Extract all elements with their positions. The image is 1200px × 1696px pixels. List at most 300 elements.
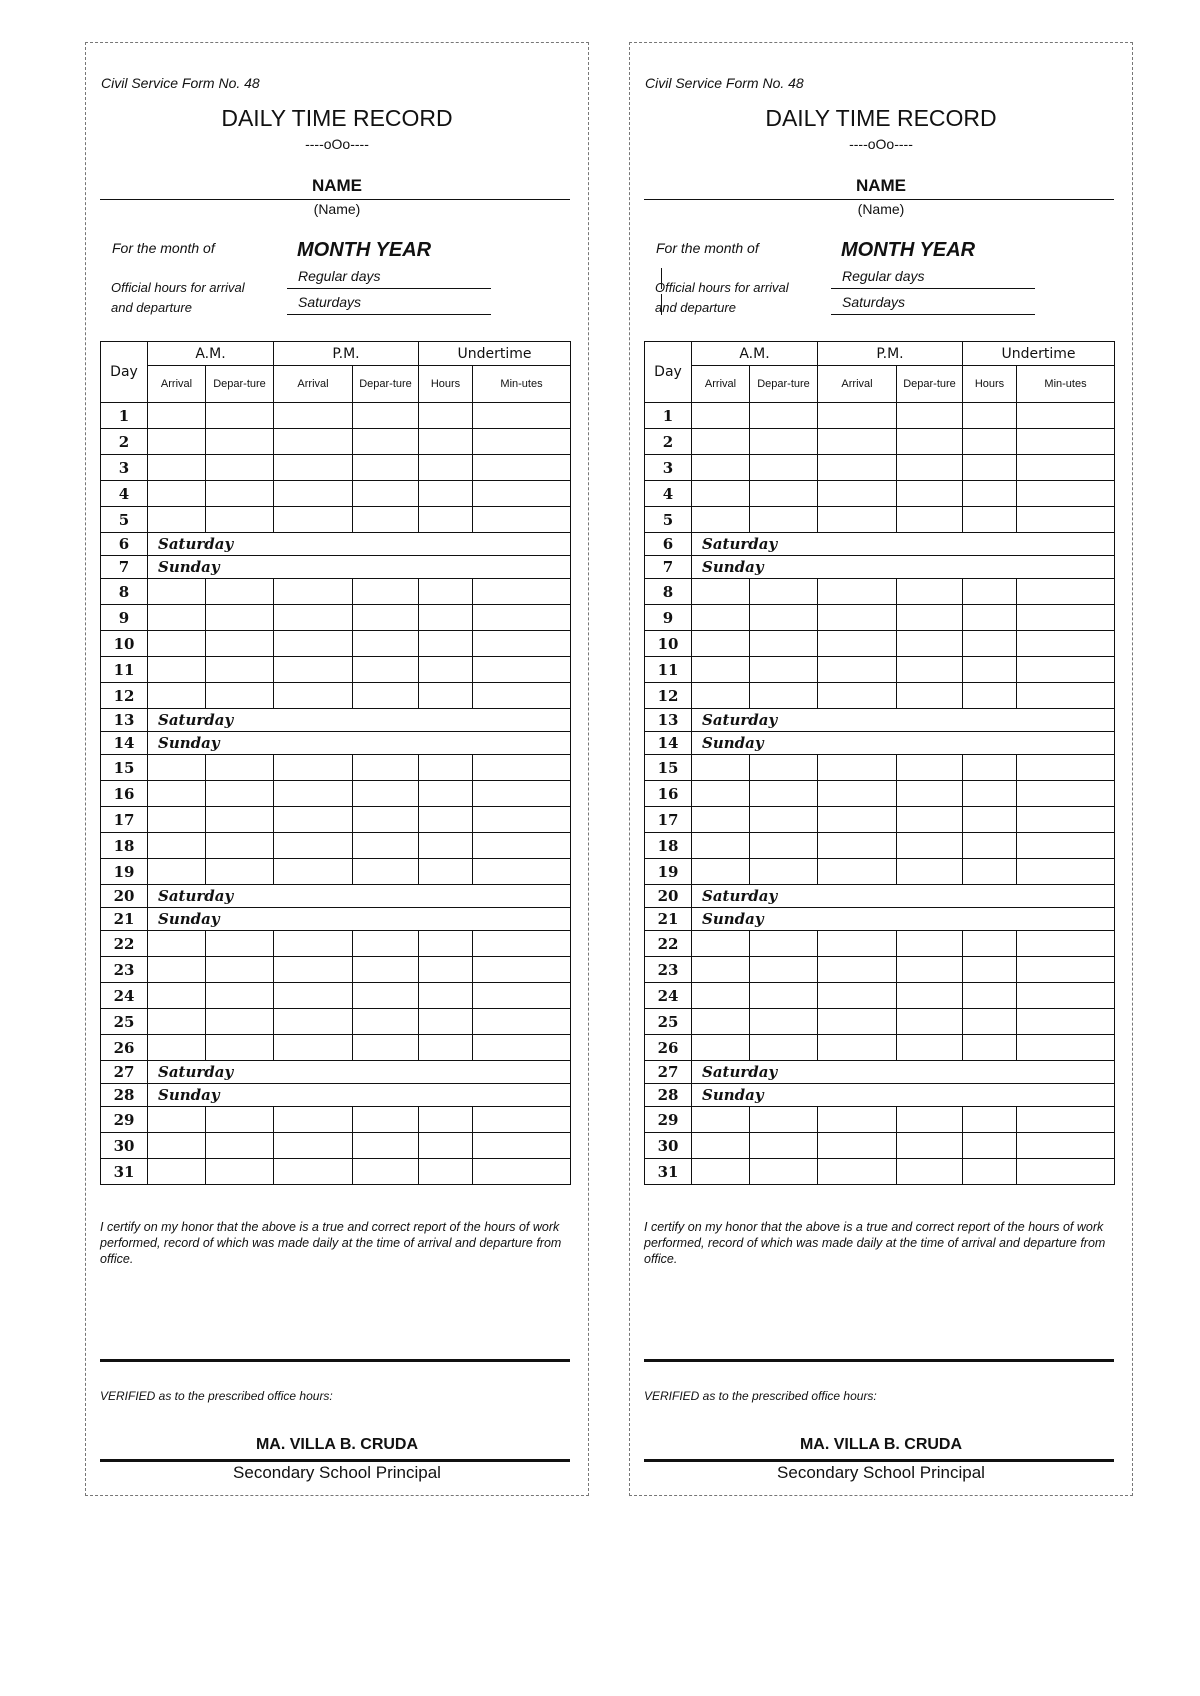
am-departure-cell[interactable] (206, 657, 274, 683)
undertime-minutes-cell[interactable] (1017, 957, 1115, 983)
pm-departure-cell[interactable] (353, 429, 419, 455)
undertime-hours-cell[interactable] (963, 781, 1017, 807)
pm-departure-cell[interactable] (353, 605, 419, 631)
pm-arrival-cell[interactable] (818, 1159, 897, 1185)
undertime-hours-cell[interactable] (419, 807, 473, 833)
am-arrival-cell[interactable] (148, 1035, 206, 1061)
pm-arrival-cell[interactable] (818, 1107, 897, 1133)
undertime-hours-cell[interactable] (419, 931, 473, 957)
table-row (645, 1133, 1115, 1159)
pm-arrival-cell[interactable] (274, 507, 353, 533)
pm-arrival-cell[interactable] (274, 657, 353, 683)
pm-departure-cell[interactable] (897, 1009, 963, 1035)
pm-departure-cell[interactable] (897, 579, 963, 605)
undertime-minutes-cell[interactable] (473, 1009, 571, 1035)
am-departure-cell[interactable] (206, 781, 274, 807)
am-arrival-cell[interactable] (692, 683, 750, 709)
am-arrival-cell[interactable] (692, 859, 750, 885)
pm-arrival-cell[interactable] (818, 781, 897, 807)
pm-departure-cell[interactable] (353, 1107, 419, 1133)
undertime-hours-cell[interactable] (963, 507, 1017, 533)
am-arrival-cell[interactable] (692, 429, 750, 455)
undertime-minutes-cell[interactable] (1017, 833, 1115, 859)
am-departure-cell[interactable] (206, 455, 274, 481)
pm-arrival-cell[interactable] (274, 931, 353, 957)
am-arrival-cell[interactable] (148, 481, 206, 507)
am-departure-cell[interactable] (750, 403, 818, 429)
pm-arrival-cell[interactable] (818, 1009, 897, 1035)
undertime-hours-cell[interactable] (963, 1009, 1017, 1035)
am-departure-cell[interactable] (206, 429, 274, 455)
am-arrival-cell[interactable] (148, 455, 206, 481)
am-departure-cell[interactable] (206, 957, 274, 983)
undertime-minutes-cell[interactable] (473, 579, 571, 605)
undertime-minutes-cell[interactable] (1017, 631, 1115, 657)
am-departure-cell[interactable] (750, 683, 818, 709)
undertime-hours-cell[interactable] (419, 781, 473, 807)
undertime-minutes-cell[interactable] (1017, 683, 1115, 709)
undertime-hours-cell[interactable] (419, 755, 473, 781)
undertime-minutes-cell[interactable] (1017, 1107, 1115, 1133)
pm-arrival-cell[interactable] (818, 429, 897, 455)
am-departure-cell[interactable] (750, 579, 818, 605)
am-arrival-cell[interactable] (148, 657, 206, 683)
am-departure-cell[interactable] (206, 683, 274, 709)
am-departure-cell[interactable] (750, 605, 818, 631)
pm-departure-cell[interactable] (897, 605, 963, 631)
pm-arrival-cell[interactable] (274, 429, 353, 455)
undertime-minutes-cell[interactable] (473, 807, 571, 833)
undertime-minutes-cell[interactable] (473, 507, 571, 533)
undertime-minutes-cell[interactable] (1017, 429, 1115, 455)
pm-arrival-cell[interactable] (274, 833, 353, 859)
undertime-minutes-cell[interactable] (473, 957, 571, 983)
am-departure-cell[interactable] (206, 403, 274, 429)
pm-departure-cell[interactable] (897, 429, 963, 455)
am-arrival-cell[interactable] (692, 1107, 750, 1133)
undertime-hours-cell[interactable] (963, 579, 1017, 605)
am-arrival-cell[interactable] (692, 983, 750, 1009)
am-arrival-cell[interactable] (692, 481, 750, 507)
undertime-hours-cell[interactable] (419, 1009, 473, 1035)
am-departure-cell[interactable] (750, 481, 818, 507)
undertime-hours-cell[interactable] (419, 957, 473, 983)
undertime-hours-cell[interactable] (419, 455, 473, 481)
undertime-hours-cell[interactable] (419, 1159, 473, 1185)
name-underline (644, 199, 1114, 200)
undertime-minutes-cell[interactable] (1017, 657, 1115, 683)
am-arrival-cell[interactable] (148, 755, 206, 781)
am-header: A.M. (692, 342, 818, 366)
am-arrival-cell[interactable] (148, 1107, 206, 1133)
undertime-minutes-cell[interactable] (1017, 755, 1115, 781)
pm-departure-cell[interactable] (353, 957, 419, 983)
am-departure-cell[interactable] (750, 631, 818, 657)
undertime-hours-cell[interactable] (419, 481, 473, 507)
undertime-hours-cell[interactable] (963, 807, 1017, 833)
pm-departure-cell[interactable] (353, 1133, 419, 1159)
undertime-minutes-cell[interactable] (1017, 481, 1115, 507)
am-arrival-cell[interactable] (148, 1133, 206, 1159)
pm-arrival-cell[interactable] (274, 859, 353, 885)
pm-departure-cell[interactable] (897, 683, 963, 709)
am-arrival-cell[interactable] (148, 1009, 206, 1035)
undertime-hours-cell[interactable] (419, 833, 473, 859)
undertime-header: Undertime (963, 342, 1115, 366)
am-arrival-cell[interactable] (692, 579, 750, 605)
pm-departure-cell[interactable] (353, 807, 419, 833)
am-departure-cell[interactable] (750, 755, 818, 781)
am-arrival-cell[interactable] (692, 931, 750, 957)
undertime-minutes-cell[interactable] (473, 683, 571, 709)
undertime-minutes-cell[interactable] (473, 631, 571, 657)
undertime-minutes-cell[interactable] (473, 781, 571, 807)
pm-arrival-cell[interactable] (818, 833, 897, 859)
pm-arrival-cell[interactable] (818, 1035, 897, 1061)
pm-arrival-cell[interactable] (818, 755, 897, 781)
pm-arrival-cell[interactable] (818, 403, 897, 429)
undertime-hours-cell[interactable] (963, 931, 1017, 957)
pm-departure-cell[interactable] (353, 657, 419, 683)
undertime-hours-cell[interactable] (963, 657, 1017, 683)
pm-arrival-cell[interactable] (274, 983, 353, 1009)
pm-arrival-cell[interactable] (818, 631, 897, 657)
undertime-hours-cell[interactable] (419, 507, 473, 533)
pm-arrival-cell[interactable] (818, 957, 897, 983)
pm-departure-cell[interactable] (897, 983, 963, 1009)
undertime-minutes-cell[interactable] (473, 657, 571, 683)
am-departure-cell[interactable] (750, 1133, 818, 1159)
pm-departure-cell[interactable] (897, 455, 963, 481)
undertime-hours-cell[interactable] (419, 683, 473, 709)
undertime-hours-cell[interactable] (963, 1107, 1017, 1133)
pm-departure-cell[interactable] (897, 755, 963, 781)
day-number: 8 (645, 579, 692, 605)
am-departure-cell[interactable] (206, 1107, 274, 1133)
pm-arrival-cell[interactable] (818, 579, 897, 605)
am-departure-cell[interactable] (750, 1035, 818, 1061)
undertime-minutes-cell[interactable] (1017, 983, 1115, 1009)
pm-departure-cell[interactable] (353, 579, 419, 605)
pm-departure-cell[interactable] (353, 1159, 419, 1185)
am-departure-cell[interactable] (206, 859, 274, 885)
weekend-label: Saturday (148, 1061, 571, 1084)
am-arrival-cell[interactable] (148, 1159, 206, 1185)
undertime-minutes-cell[interactable] (473, 983, 571, 1009)
pm-departure-cell[interactable] (897, 1107, 963, 1133)
am-arrival-cell[interactable] (692, 1133, 750, 1159)
am-arrival-cell[interactable] (148, 807, 206, 833)
undertime-hours-cell[interactable] (963, 605, 1017, 631)
am-arrival-cell[interactable] (692, 605, 750, 631)
am-arrival-cell[interactable] (148, 957, 206, 983)
day-number: 7 (101, 556, 148, 579)
day-header: Day (645, 342, 692, 403)
pm-arrival-cell[interactable] (274, 1133, 353, 1159)
pm-arrival-cell[interactable] (818, 683, 897, 709)
pm-arrival-cell[interactable] (274, 1009, 353, 1035)
day-number: 3 (101, 455, 148, 481)
day-number: 10 (645, 631, 692, 657)
am-arrival-cell[interactable] (148, 931, 206, 957)
am-departure-cell[interactable] (750, 507, 818, 533)
am-arrival-cell[interactable] (148, 429, 206, 455)
pm-arrival-cell[interactable] (274, 957, 353, 983)
undertime-minutes-cell[interactable] (473, 755, 571, 781)
pm-departure-cell[interactable] (353, 403, 419, 429)
undertime-hours-cell[interactable] (963, 859, 1017, 885)
am-departure-cell[interactable] (750, 455, 818, 481)
am-departure-cell[interactable] (206, 983, 274, 1009)
undertime-minutes-cell[interactable] (473, 1035, 571, 1061)
am-arrival-cell[interactable] (692, 403, 750, 429)
am-arrival-cell[interactable] (148, 983, 206, 1009)
pm-departure-cell[interactable] (897, 1035, 963, 1061)
pm-arrival-cell[interactable] (818, 807, 897, 833)
am-arrival-cell[interactable] (692, 1035, 750, 1061)
pm-arrival-cell[interactable] (274, 1035, 353, 1061)
pm-arrival-cell[interactable] (818, 931, 897, 957)
day-number: 21 (101, 908, 148, 931)
pm-departure-cell[interactable] (897, 403, 963, 429)
pm-arrival-cell[interactable] (818, 507, 897, 533)
undertime-hours-cell[interactable] (419, 1133, 473, 1159)
am-departure-cell[interactable] (750, 833, 818, 859)
pm-departure-cell[interactable] (897, 1133, 963, 1159)
undertime-minutes-cell[interactable] (1017, 1133, 1115, 1159)
undertime-minutes-cell[interactable] (473, 455, 571, 481)
pm-arrival-cell[interactable] (818, 983, 897, 1009)
am-arrival-cell[interactable] (148, 833, 206, 859)
undertime-hours-cell[interactable] (419, 983, 473, 1009)
undertime-hours-cell[interactable] (963, 833, 1017, 859)
undertime-hours-cell[interactable] (963, 683, 1017, 709)
am-departure-cell[interactable] (206, 1009, 274, 1035)
undertime-hours-cell[interactable] (963, 429, 1017, 455)
undertime-hours-cell[interactable] (419, 657, 473, 683)
undertime-minutes-cell[interactable] (1017, 605, 1115, 631)
am-arrival-cell[interactable] (148, 507, 206, 533)
undertime-hours-cell[interactable] (963, 983, 1017, 1009)
am-arrival-cell[interactable] (148, 403, 206, 429)
am-arrival-cell[interactable] (148, 605, 206, 631)
pm-arrival-cell[interactable] (274, 403, 353, 429)
am-departure-cell[interactable] (750, 957, 818, 983)
pm-departure-cell[interactable] (353, 833, 419, 859)
pm-arrival-cell[interactable] (274, 1159, 353, 1185)
am-departure-cell[interactable] (206, 931, 274, 957)
undertime-minutes-cell[interactable] (473, 859, 571, 885)
day-number: 1 (645, 403, 692, 429)
undertime-hours-cell[interactable] (963, 403, 1017, 429)
am-departure-cell[interactable] (750, 931, 818, 957)
pm-departure-cell[interactable] (897, 931, 963, 957)
undertime-minutes-cell[interactable] (473, 1133, 571, 1159)
pm-arrival-cell[interactable] (818, 605, 897, 631)
undertime-minutes-cell[interactable] (473, 1107, 571, 1133)
undertime-hours-cell[interactable] (419, 605, 473, 631)
undertime-hours-cell[interactable] (419, 859, 473, 885)
pm-arrival-cell[interactable] (274, 455, 353, 481)
pm-arrival-cell[interactable] (274, 481, 353, 507)
pm-departure-cell[interactable] (353, 455, 419, 481)
am-departure-cell[interactable] (206, 605, 274, 631)
undertime-minutes-cell[interactable] (1017, 859, 1115, 885)
undertime-minutes-cell[interactable] (473, 481, 571, 507)
undertime-hours-cell[interactable] (419, 1035, 473, 1061)
pm-departure-cell[interactable] (897, 833, 963, 859)
pm-arrival-cell[interactable] (274, 755, 353, 781)
undertime-minutes-cell[interactable] (473, 931, 571, 957)
weekend-row (645, 709, 1115, 732)
table-row (645, 1009, 1115, 1035)
pm-arrival-cell[interactable] (274, 579, 353, 605)
undertime-minutes-cell[interactable] (473, 403, 571, 429)
pm-departure-cell[interactable] (353, 859, 419, 885)
am-departure-cell[interactable] (750, 859, 818, 885)
pm-arrival-cell[interactable] (818, 859, 897, 885)
pm-departure-cell[interactable] (353, 1035, 419, 1061)
pm-arrival-cell[interactable] (274, 1107, 353, 1133)
am-arrival-cell[interactable] (692, 1159, 750, 1185)
am-departure-cell[interactable] (750, 657, 818, 683)
undertime-hours-cell[interactable] (963, 957, 1017, 983)
undertime-hours-cell[interactable] (963, 631, 1017, 657)
am-departure-cell[interactable] (206, 1133, 274, 1159)
undertime-minutes-cell[interactable] (1017, 1035, 1115, 1061)
weekend-row (645, 533, 1115, 556)
table-row (101, 1009, 571, 1035)
am-departure-cell[interactable] (750, 1107, 818, 1133)
undertime-minutes-cell[interactable] (1017, 931, 1115, 957)
weekend-label: Sunday (692, 732, 1115, 755)
undertime-minutes-cell[interactable] (473, 833, 571, 859)
pm-departure-cell[interactable] (897, 781, 963, 807)
am-departure-cell[interactable] (206, 755, 274, 781)
name-underline (100, 199, 570, 200)
pm-departure-cell[interactable] (353, 683, 419, 709)
undertime-hours-cell[interactable] (963, 1159, 1017, 1185)
am-arrival-cell[interactable] (692, 755, 750, 781)
pm-departure-cell[interactable] (897, 859, 963, 885)
pm-arrival-cell[interactable] (274, 807, 353, 833)
am-departure-cell[interactable] (750, 983, 818, 1009)
pm-departure-cell[interactable] (897, 631, 963, 657)
am-departure-cell[interactable] (206, 807, 274, 833)
am-arrival-cell[interactable] (692, 507, 750, 533)
am-departure-cell[interactable] (206, 481, 274, 507)
pm-arrival-cell[interactable] (818, 1133, 897, 1159)
undertime-hours-cell[interactable] (419, 579, 473, 605)
undertime-minutes-cell[interactable] (1017, 579, 1115, 605)
undertime-minutes-cell[interactable] (1017, 507, 1115, 533)
undertime-minutes-cell[interactable] (473, 1159, 571, 1185)
am-arrival-cell[interactable] (148, 683, 206, 709)
undertime-minutes-cell[interactable] (1017, 1009, 1115, 1035)
pm-arrival-cell[interactable] (274, 631, 353, 657)
undertime-minutes-cell[interactable] (1017, 781, 1115, 807)
pm-arrival-cell[interactable] (818, 657, 897, 683)
am-arrival-cell[interactable] (148, 631, 206, 657)
undertime-minutes-cell[interactable] (473, 429, 571, 455)
pm-departure-cell[interactable] (897, 507, 963, 533)
day-number: 9 (645, 605, 692, 631)
undertime-hours-cell[interactable] (419, 403, 473, 429)
undertime-hours-cell[interactable] (963, 755, 1017, 781)
table-row (101, 455, 571, 481)
pm-departure-cell[interactable] (353, 755, 419, 781)
am-arrival-cell[interactable] (148, 579, 206, 605)
undertime-hours-cell[interactable] (419, 429, 473, 455)
pm-departure-cell[interactable] (353, 631, 419, 657)
am-arrival-cell[interactable] (692, 833, 750, 859)
am-departure-cell[interactable] (750, 429, 818, 455)
am-departure-cell[interactable] (750, 781, 818, 807)
am-arrival-cell[interactable] (692, 957, 750, 983)
am-departure-cell[interactable] (750, 1009, 818, 1035)
pm-departure-cell[interactable] (353, 983, 419, 1009)
pm-departure-cell[interactable] (353, 781, 419, 807)
pm-departure-cell[interactable] (897, 1159, 963, 1185)
undertime-minutes-cell[interactable] (473, 605, 571, 631)
am-departure-cell[interactable] (206, 833, 274, 859)
am-departure-cell[interactable] (206, 1035, 274, 1061)
undertime-hours-cell[interactable] (963, 1035, 1017, 1061)
am-arrival-cell[interactable] (692, 781, 750, 807)
pm-arrival-cell[interactable] (274, 683, 353, 709)
pm-arrival-cell[interactable] (818, 455, 897, 481)
pm-departure-cell[interactable] (897, 657, 963, 683)
undertime-minutes-cell[interactable] (1017, 807, 1115, 833)
am-arrival-cell[interactable] (148, 859, 206, 885)
pm-departure-cell[interactable] (353, 931, 419, 957)
pm-departure-cell[interactable] (897, 957, 963, 983)
undertime-hours-cell[interactable] (963, 481, 1017, 507)
pm-departure-cell[interactable] (897, 807, 963, 833)
table-row (101, 579, 571, 605)
am-arrival-cell[interactable] (692, 807, 750, 833)
am-departure-cell[interactable] (206, 579, 274, 605)
pm-departure-cell[interactable] (897, 481, 963, 507)
am-departure-cell[interactable] (206, 507, 274, 533)
pm-departure-cell[interactable] (353, 1009, 419, 1035)
undertime-minutes-cell[interactable] (1017, 1159, 1115, 1185)
am-arrival-cell[interactable] (692, 657, 750, 683)
undertime-minutes-cell[interactable] (1017, 455, 1115, 481)
am-arrival-cell[interactable] (692, 1009, 750, 1035)
undertime-hours-cell[interactable] (419, 631, 473, 657)
am-departure-cell[interactable] (206, 631, 274, 657)
am-arrival-header: Arrival (692, 366, 750, 403)
am-departure-cell[interactable] (750, 1159, 818, 1185)
am-departure-cell[interactable] (206, 1159, 274, 1185)
undertime-hours-cell[interactable] (419, 1107, 473, 1133)
pm-departure-cell[interactable] (353, 481, 419, 507)
undertime-hours-cell[interactable] (963, 455, 1017, 481)
pm-arrival-cell[interactable] (274, 781, 353, 807)
am-arrival-cell[interactable] (148, 781, 206, 807)
pm-arrival-cell[interactable] (818, 481, 897, 507)
am-departure-cell[interactable] (750, 807, 818, 833)
table-row (101, 507, 571, 533)
am-arrival-cell[interactable] (692, 455, 750, 481)
am-arrival-cell[interactable] (692, 631, 750, 657)
pm-departure-cell[interactable] (353, 507, 419, 533)
pm-arrival-cell[interactable] (274, 605, 353, 631)
undertime-hours-cell[interactable] (963, 1133, 1017, 1159)
undertime-minutes-cell[interactable] (1017, 403, 1115, 429)
table-row (101, 403, 571, 429)
